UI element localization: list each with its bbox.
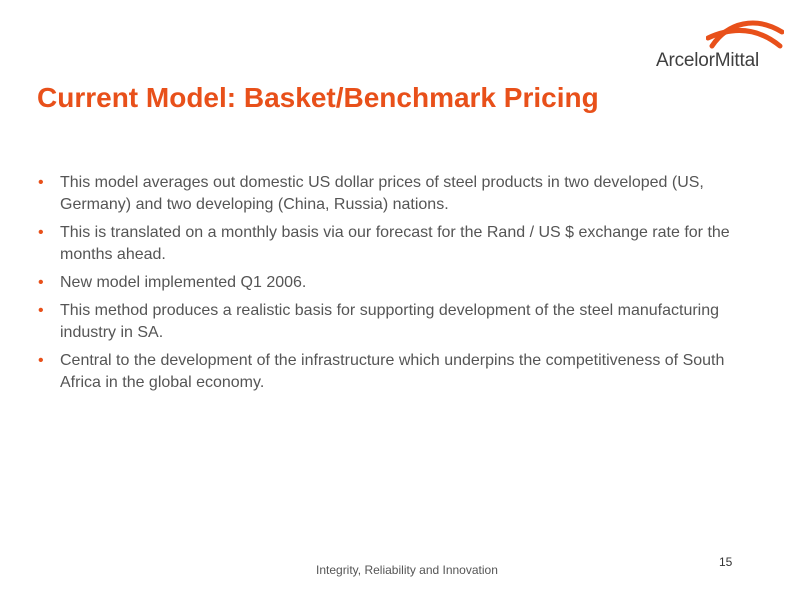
slide-title: Current Model: Basket/Benchmark Pricing [37,82,599,113]
list-item [38,300,760,344]
bullet-dot-icon: • [38,174,44,191]
bullet-list [38,172,760,400]
bullet-text: This is translated on a monthly basis via our forecast for the Rand / US $ exchange rate for the months ahead. [60,224,730,263]
list-item [38,272,760,294]
list-item [38,350,760,394]
arcelormittal-swoosh-icon [706,16,784,50]
bullet-dot-icon: • [38,352,44,369]
bullet-dot-icon: • [38,224,44,241]
logo-text: ArcelorMittal [656,50,759,71]
bullet-text: This method produces a realistic basis for supporting development of the steel manufacturing industry in SA. [60,302,720,341]
bullet-text: This model averages out domestic US dollar prices of steel products in two developed (US, Germany) and two developing (China, Russia) nations. [60,174,704,213]
bullet-dot-icon: • [38,274,44,291]
bullet-text: New model implemented Q1 2006. [60,274,307,291]
footer-tagline: Integrity, Reliability and Innovation [316,563,498,577]
bullet-dot-icon: • [38,302,44,319]
list-item [38,222,760,266]
list-item [38,172,760,216]
arcelormittal-logo [652,16,784,76]
page-number: 15 [719,555,733,569]
bullet-text: Central to the development of the infrastructure which underpins the competitiveness of South Africa in the global economy. [60,352,725,391]
